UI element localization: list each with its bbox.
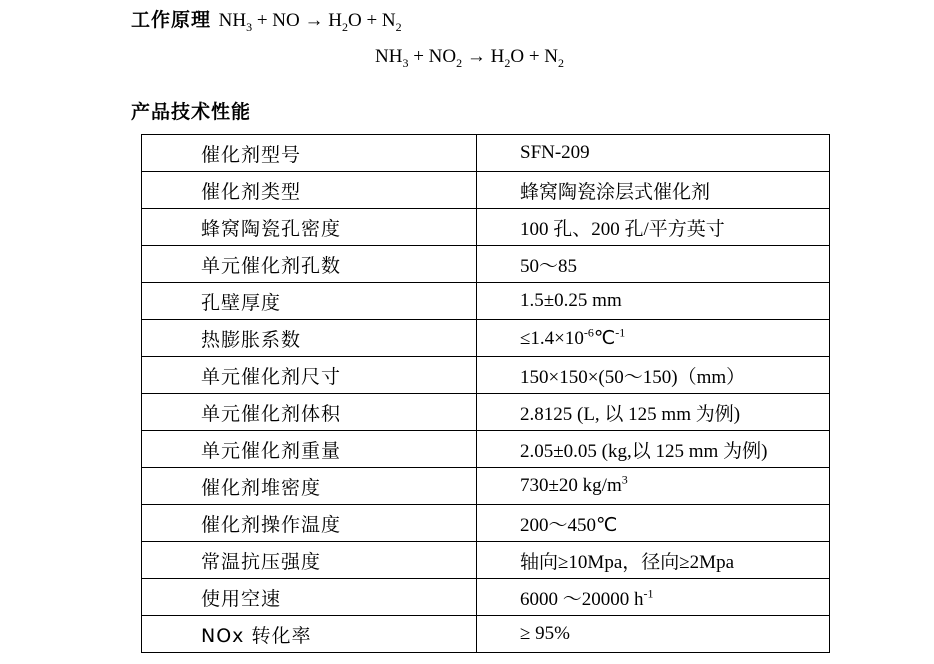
spec-value-sup: -6 — [583, 325, 594, 340]
spec-key: 单元催化剂孔数 — [142, 246, 477, 283]
spec-value-text: ≤1.4×10 — [520, 327, 584, 349]
spec-value-text: 6000 ～20000 h — [520, 588, 644, 610]
eq2-sub-a: 3 — [402, 55, 409, 70]
spec-key: 使用空速 — [142, 579, 477, 616]
eq1-part-b: + NO → H — [252, 10, 342, 31]
table-row — [142, 209, 830, 246]
table-row — [142, 320, 830, 357]
spec-value: 200～450℃ — [477, 505, 830, 542]
section-title: 产品技术性能 — [131, 101, 252, 123]
table-row — [142, 135, 830, 172]
eq2-part-a: NH — [375, 46, 403, 67]
spec-key: 常温抗压强度 — [142, 542, 477, 579]
spec-key: 催化剂堆密度 — [142, 468, 477, 505]
table-row — [142, 579, 830, 616]
table-row — [142, 394, 830, 431]
eq2-sub-c: 2 — [504, 55, 511, 70]
spec-key: 单元催化剂体积 — [142, 394, 477, 431]
eq2-sub-b: 2 — [456, 55, 463, 70]
eq2-part-d: O + N — [510, 46, 559, 67]
spec-key: NOx 转化率 — [142, 616, 477, 653]
eq1-sub-b: 2 — [341, 19, 348, 34]
spec-value-sup: 3 — [621, 472, 628, 487]
principle-heading — [131, 5, 402, 32]
table-row — [142, 505, 830, 542]
reaction-equation-2 — [375, 46, 564, 68]
table-row — [142, 431, 830, 468]
eq2-part-b: + NO — [408, 46, 457, 67]
eq1-part-c: O + N — [347, 10, 396, 31]
spec-value: 100 孔、200 孔/平方英寸 — [477, 209, 830, 246]
eq2-part-c: → H — [462, 46, 505, 67]
spec-key: 单元催化剂尺寸 — [142, 357, 477, 394]
spec-value-unit: ℃ — [593, 327, 616, 349]
spec-key: 孔壁厚度 — [142, 283, 477, 320]
table-row — [142, 283, 830, 320]
spec-value: 50～85 — [477, 246, 830, 283]
eq2-sub-d: 2 — [558, 55, 565, 70]
spec-key: 单元催化剂重量 — [142, 431, 477, 468]
principle-label: 工作原理 — [131, 9, 212, 31]
table-row — [142, 542, 830, 579]
table-row — [142, 246, 830, 283]
reaction-equation-1 — [218, 10, 402, 34]
spec-value-sup: -1 — [615, 325, 626, 340]
table-row — [142, 172, 830, 209]
spec-key: 催化剂操作温度 — [142, 505, 477, 542]
spec-value: SFN-209 — [477, 135, 830, 172]
spec-value-sup: -1 — [643, 586, 654, 601]
spec-value: 轴向≥10Mpa，径向≥2Mpa — [477, 542, 830, 579]
spec-value: 2.8125 (L, 以 125 mm 为例) — [477, 394, 830, 431]
spec-value-text: 730±20 kg/m — [520, 475, 622, 496]
eq1-part-a: NH — [218, 10, 247, 31]
spec-key: 蜂窝陶瓷孔密度 — [142, 209, 477, 246]
spec-value: 2.05±0.05 (kg,以 125 mm 为例) — [477, 431, 830, 468]
spec-key: 催化剂类型 — [142, 172, 477, 209]
table-row — [142, 616, 830, 653]
spec-table — [141, 134, 830, 653]
spec-value — [477, 320, 830, 357]
spec-value — [477, 579, 830, 616]
eq1-sub-c: 2 — [395, 19, 402, 34]
spec-value: 1.5±0.25 mm — [477, 283, 830, 320]
spec-key: 热膨胀系数 — [142, 320, 477, 357]
spec-key: 催化剂型号 — [142, 135, 477, 172]
spec-value: ≥ 95% — [477, 616, 830, 653]
spec-value: 蜂窝陶瓷涂层式催化剂 — [477, 172, 830, 209]
eq1-sub-a: 3 — [246, 19, 253, 34]
table-row — [142, 357, 830, 394]
spec-value — [477, 468, 830, 505]
spec-value: 150×150×(50～150)（mm） — [477, 357, 830, 394]
table-row — [142, 468, 830, 505]
